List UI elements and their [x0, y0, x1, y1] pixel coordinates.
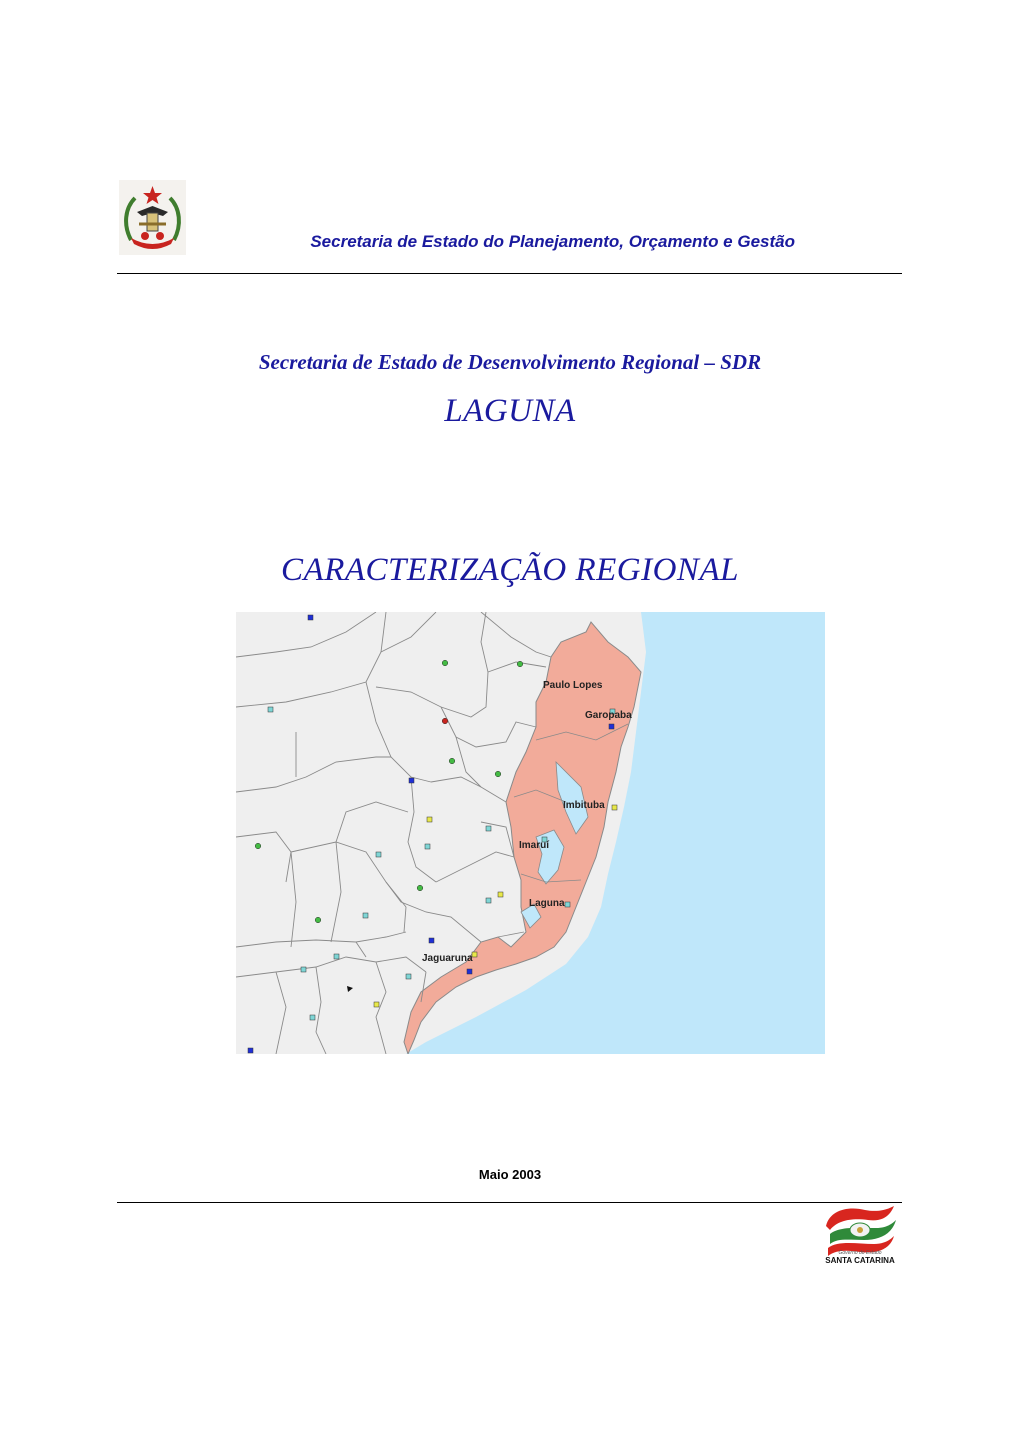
- map-label-imarui: Imaruí: [519, 840, 550, 851]
- publication-date: Maio 2003: [478, 1167, 542, 1182]
- header-divider: [117, 273, 902, 274]
- document-title: CARACTERIZAÇÃO REGIONAL: [281, 552, 739, 588]
- footer-divider: [117, 1202, 902, 1203]
- santa-catarina-logo: [820, 1204, 900, 1266]
- header-title: Secretaria de Estado do Planejamento, Orçamento e Gestão: [310, 232, 795, 251]
- sdr-subtitle: Secretaria de Estado de Desenvolvimento Regional – SDR: [258, 350, 762, 374]
- logo-caption: SANTA CATARINA: [825, 1256, 895, 1265]
- map-label-garopaba: Garopaba: [585, 710, 632, 721]
- logo-government-text: Governo do Estado: [838, 1250, 882, 1256]
- map-label-laguna: Laguna: [529, 898, 565, 909]
- map-label-imbituba: Imbituba: [563, 800, 605, 811]
- state-coat-of-arms: [119, 180, 186, 255]
- regional-map: [236, 612, 825, 1054]
- map-label-jaguaruna: Jaguaruna: [422, 953, 473, 964]
- map-label-paulo-lopes: Paulo Lopes: [543, 680, 603, 691]
- region-title: LAGUNA: [444, 393, 576, 429]
